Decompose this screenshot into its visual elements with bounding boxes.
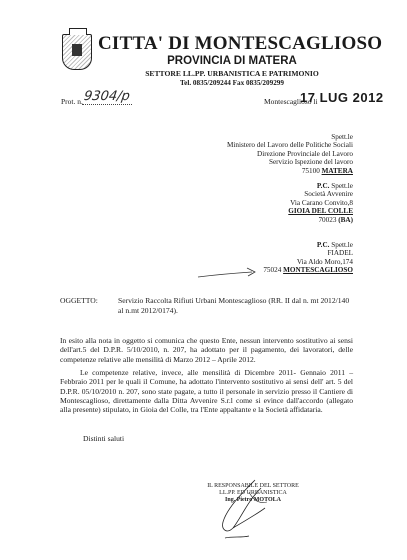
signature-office: LL.PP. ED URBANISTICA — [219, 490, 287, 496]
recipient-province: (BA) — [338, 215, 353, 224]
recipient-line: Società Avvenire — [304, 190, 353, 199]
letterhead-contacts: Tel. 0835/209244 Fax 0835/209299 — [180, 79, 284, 87]
date-stamp: 17 LUG 2012 — [300, 90, 384, 105]
recipient-heading — [288, 182, 353, 190]
municipal-crest-icon — [62, 34, 92, 70]
recipient-city-line — [263, 266, 353, 274]
recipient-line: Direzione Provinciale del Lavoro — [257, 149, 353, 158]
signature-name: Ing. Pietro MOTOLA — [225, 497, 281, 503]
body-paragraph: In esito alla nota in oggetto si comunica che questo Ente, nessun intervento sostitutivo ai sensi dell'art.5 del D.P.R. 5/10/2010, n. 207, ha adottato per il pagamento, dei lavoratori, delle competenze relative alle mensilità di Marzo 2012 – Aprile 2012. — [60, 336, 353, 364]
recipient-city: GIOIA DEL COLLE — [288, 207, 353, 216]
recipient-line: Via Aldo Moro,174 — [296, 257, 353, 266]
recipient-heading — [263, 241, 353, 249]
letterhead-sector: SETTORE LL.PP. URBANISTICA E PATRIMONIO — [145, 69, 319, 78]
recipient-cap-line — [288, 216, 353, 224]
handwritten-signature-icon — [213, 478, 283, 548]
recipient-line: Servizio Ispezione del lavoro — [268, 158, 353, 167]
recipient-salutation: Spett.le — [331, 241, 353, 249]
recipient-block-fiadel — [263, 241, 353, 275]
recipient-cap: 70023 — [318, 215, 337, 224]
protocol-number-handwritten: 9304/p — [82, 89, 131, 104]
date-place: Montescaglioso li — [264, 97, 318, 106]
closing-greeting: Distinti saluti — [83, 434, 125, 443]
recipient-line: Ministero del Lavoro delle Politiche Sociali — [227, 141, 353, 150]
protocol-underline — [82, 104, 132, 105]
recipient-line: FIADEL — [327, 249, 353, 258]
recipient-block-ministry — [227, 133, 353, 175]
letterhead-title: CITTA' DI MONTESCAGLIOSO — [98, 33, 383, 54]
recipient-city-line — [288, 207, 353, 215]
protocol-label: Prot. n. — [61, 97, 83, 106]
recipient-prefix: P.C. — [316, 182, 330, 190]
handwritten-arrow-icon — [197, 267, 259, 279]
recipient-block-avvenire — [288, 182, 353, 224]
recipient-city: MATERA — [321, 166, 353, 175]
recipient-salutation: Spett.le — [331, 182, 353, 190]
recipient-cap: 75024 — [263, 266, 282, 275]
letterhead-province: PROVINCIA DI MATERA — [167, 55, 297, 67]
body-paragraph: Le competenze relative, invece, alle mensilità di Dicembre 2011- Gennaio 2011 – Febbraio 2011 per le quali il Comune, ha adottato l'intervento sostitutivo ai sensi dell' art. 5 del D.P.R. 05/10/2010 n. 207, sono state pagate, a tutto il personale in servizio presso il Cantiere di Montescaglioso, direttamente dalla Ditta Avvenire S.r.l come si evince dall'accordo (allegato alla presente) stipulato, in Gioia del Colle, tra l'Ente appaltante e la Società affidataria. — [60, 368, 353, 415]
signature-role: IL RESPONSABILE DEL SETTORE — [207, 483, 299, 489]
subject-label: OGGETTO: — [60, 296, 98, 305]
recipient-line: Via Carano Convito,8 — [290, 198, 353, 207]
recipient-salutation: Spett.le — [331, 133, 353, 141]
subject-text: Servizio Raccolta Rifiuti Urbani Montescaglioso (RR. II dal n. mt 2012/140 al n.mt 2012/0174). — [118, 296, 350, 315]
recipient-prefix: P.C. — [316, 241, 330, 249]
recipient-cap: 75100 — [301, 166, 320, 175]
recipient-city-line — [227, 167, 353, 175]
recipient-city: MONTESCAGLIOSO — [283, 266, 353, 275]
